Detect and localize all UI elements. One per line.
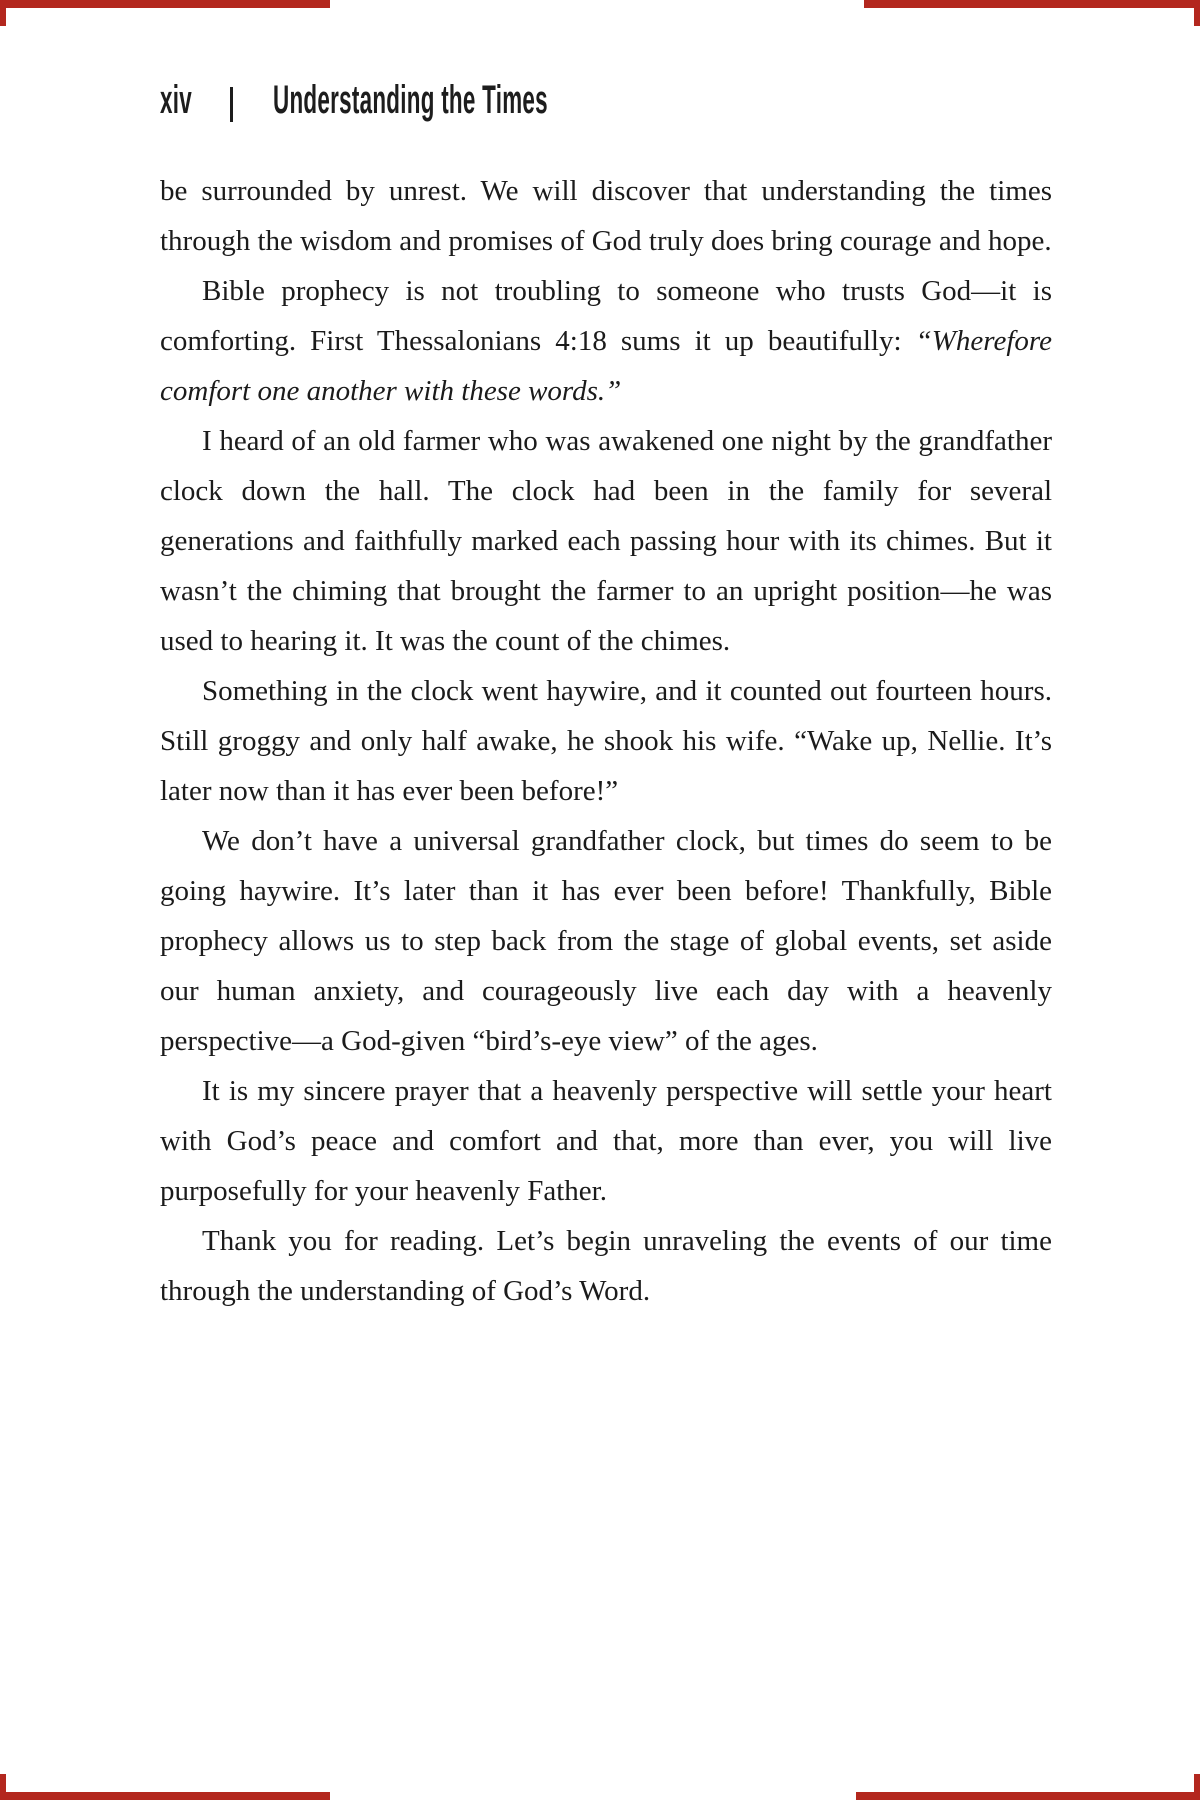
body-text [160,166,1052,1316]
paragraph [160,666,1052,816]
paragraph-text: I heard of an old farmer who was awakened one night by the grandfather clock down the hall. The clock had been in the family for several generations and faithfully marked each passing hour with its chimes. But it wasn’t the chiming that brought the farmer to an upright position—he was used to hearing it. It was the count of the chimes. [160,425,1052,657]
paragraph [160,816,1052,1066]
scripture-quote-italic: “Wherefore comfort one another with these words.” [160,325,1052,407]
page-edge-nub-bottom-right [1194,1774,1200,1800]
page-number: xiv [160,78,192,122]
paragraph-text: Bible prophecy is not troubling to someone who trusts God—it is comforting. First Thessalonians 4:18 sums it up beautifully: [160,275,1052,357]
page-edge-mark-bottom-left [0,1792,330,1800]
page-edge-nub-bottom-left [0,1774,6,1800]
running-title: Understanding the Times [273,78,548,122]
running-header [0,0,1200,140]
paragraph [160,416,1052,666]
paragraph-text: be surrounded by unrest. We will discover that understanding the times through the wisdom and promises of God truly does bring courage and hope. [160,175,1052,257]
paragraph-text: Something in the clock went haywire, and it counted out fourteen hours. Still groggy and only half awake, he shook his wife. “Wake up, Nellie. It’s later now than it has ever been before!” [160,675,1052,807]
paragraph-text: Thank you for reading. Let’s begin unraveling the events of our time through the understanding of God’s Word. [160,1225,1052,1307]
paragraph [160,166,1052,266]
paragraph [160,266,1052,416]
paragraph [160,1066,1052,1216]
paragraph-text: We don’t have a universal grandfather clock, but times do seem to be going haywire. It’s later than it has ever been before! Thankfully, Bible prophecy allows us to step back from the stage of global events, set aside our human anxiety, and courageously live each day with a heavenly perspective—a God-given “bird’s-eye view” of the ages. [160,825,1052,1057]
paragraph [160,1216,1052,1316]
page-edge-mark-bottom-right [856,1792,1200,1800]
paragraph-text: It is my sincere prayer that a heavenly perspective will settle your heart with God’s peace and comfort and that, more than ever, you will live purposefully for your heavenly Father. [160,1075,1052,1207]
header-separator [230,87,233,122]
